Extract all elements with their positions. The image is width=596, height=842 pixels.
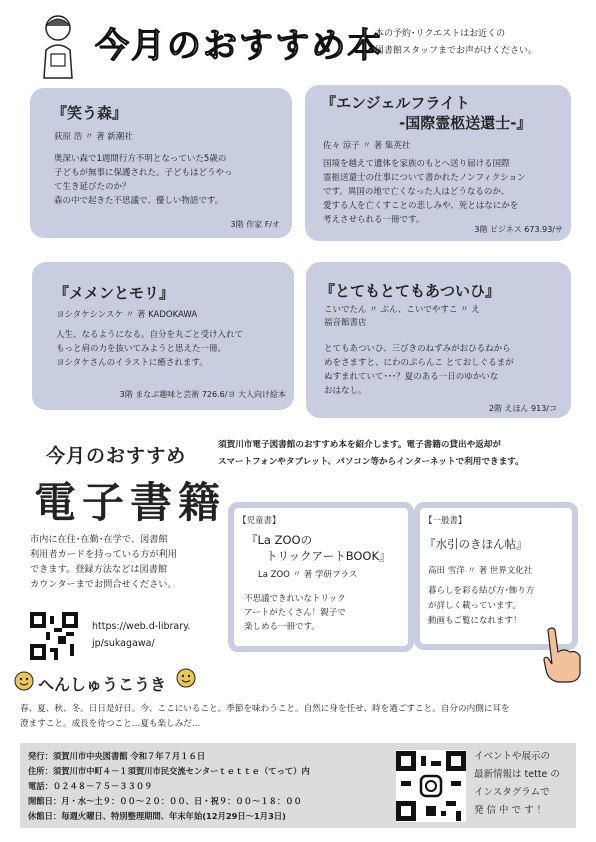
shelf-location: 3階 作家 F/オ <box>230 220 280 229</box>
book-title: 『メメンとモリ』 <box>54 284 175 302</box>
ebook-heading-big: 電子書籍 <box>34 478 227 527</box>
book-author: 荻原 浩 〃 著 新潮社 <box>54 132 133 142</box>
book-title: 『エンジェルフライト -国際霊柩送還士-』 <box>321 94 532 132</box>
editorial-text: 春、夏、秋、冬。日日是好日。今、ここにいること。季節を味わうこと。自然に身を任せ、時を過ごすこと。自分の内側に耳を 澄ますこと。成長を待つこと…夏も楽しみだ… <box>20 704 510 729</box>
book-card <box>305 85 571 241</box>
ebook-card <box>228 502 414 652</box>
phone-line: 電話：０２４８－７５－３３０９ <box>28 781 153 791</box>
ebook-title: 『水引のきほん帖』 <box>424 537 528 551</box>
pointing-hand-icon <box>540 626 584 684</box>
book-description: 人生、なるようになる。自分を丸ごと受け入れて もっと肩の力を抜いてみようと思えた一冊。 ヨシタケさんのイラストに癒されます。 <box>56 330 244 368</box>
ebook-author: La ZOO 〃 著 学研プラス <box>258 570 358 580</box>
book-description: 奥深い森で1週間行方不明となっていた5歳の 子どもが無事に保護された。子どもはどうやっ て生き延びたのか？ 森の中で起きた不思議で、優しい物語です。 <box>54 154 233 206</box>
book-description: とてもあついひ、三びきのねずみがおひるねから めをさますと、にわのぷらんこ とておしぐるまが ぬすまれていて･･･？夏のある一日のゆかいな おはなし。 <box>324 344 514 396</box>
book-description: 国境を越えて遺体を家族のもとへ送り届ける国際 霊柩送還士の仕事について書かれたノンフィクション です。異国の地で亡くなった人はどうなるのか、 愛する人を亡くすことの悲しみや、死とはなにかを 考えさせられる一冊です。 <box>323 159 526 225</box>
smile-face-icon <box>14 671 34 695</box>
shelf-location: 3階 ビジネス 673.93/サ <box>474 225 563 234</box>
shelf-location: 2階 えほん 913/コ <box>488 404 557 413</box>
opening-hours-line: 開館日：月・水～土９：００～２０：００、日・祝９：００～１８：００ <box>28 796 302 806</box>
book-card <box>30 88 292 238</box>
ebook-description: 暮らしを彩る結び方･飾り方 が詳しく載っています。 動画もご覧になれます！ <box>428 586 535 626</box>
book-title: 『笑う森』 <box>52 104 128 122</box>
ebook-category: 【一般書】 <box>424 516 467 526</box>
reservation-note: 本の予約･リクエストはお近くの 図書館スタッフまでお声がけください。 <box>375 29 538 56</box>
book-card <box>32 262 294 410</box>
ebook-usage-text: 市内に在住･在勤･在学で、図書館 利用者カードを持っている方が利用 できます。登録方法などは図書館 カウンターまでお問合せください。 <box>30 534 177 590</box>
editorial-heading: へんしゅうこうき <box>38 675 167 694</box>
ebook-url[interactable]: https://web.d-library. jp/sukagawa/ <box>92 621 191 649</box>
address-line: 住所：須賀川市中町４－１須賀川市民交流センターｔｅｔｔｅ（てって）内 <box>28 766 310 776</box>
book-title: 『とてもとてもあついひ』 <box>320 282 501 300</box>
instagram-qr-code[interactable] <box>396 750 466 822</box>
book-author: ヨシタケシンスケ 〃 著 KADOKAWA <box>56 310 198 320</box>
ebook-intro: 須賀川市電子図書館のおすすめ本を紹介します。電子書籍の貸出や返却が スマートフォンやタブレット、パソコン等からインターネットで利用できます。 <box>218 440 524 467</box>
page-title: 今月のおすすめ本 <box>95 26 384 66</box>
instagram-note: イベントや展示の 最新情報は tette の インスタグラムで 発 信 中 で す ！ <box>474 751 560 816</box>
shelf-location: 3階 まなぶ趣味と芸術 726.6/ヨ 大人向け絵本 <box>119 390 286 399</box>
smile-face-icon <box>176 668 196 692</box>
librarian-illustration <box>38 10 78 80</box>
book-author: こいでたん 〃 ぶん、こいでやすこ 〃 え 福音館書店 <box>324 305 480 328</box>
closed-days-line: 休館日：毎週火曜日、特別整理期間、年末年始(12月29日～1月3日) <box>28 811 286 821</box>
ebook-author: 高田 雪洋 〃 著 世界文化社 <box>428 566 533 576</box>
footer-info-box <box>20 743 576 828</box>
ebook-category: 【児童書】 <box>238 516 281 526</box>
ebook-heading-small: 今月のおすすめ <box>46 445 187 467</box>
ebook-title: 『La ZOOの トリックアートBOOK』 <box>246 533 391 563</box>
book-card <box>306 262 571 418</box>
book-author: 佐々 涼子 〃 著 集英社 <box>323 141 411 151</box>
publisher-line: 発行：須賀川市中央図書館 令和７年７月１６日 <box>28 751 206 761</box>
qr-code[interactable] <box>30 612 78 660</box>
ebook-description: 不思議できれいなトリック アートがたくさん！親子で 楽しめる一冊です。 <box>244 594 346 632</box>
